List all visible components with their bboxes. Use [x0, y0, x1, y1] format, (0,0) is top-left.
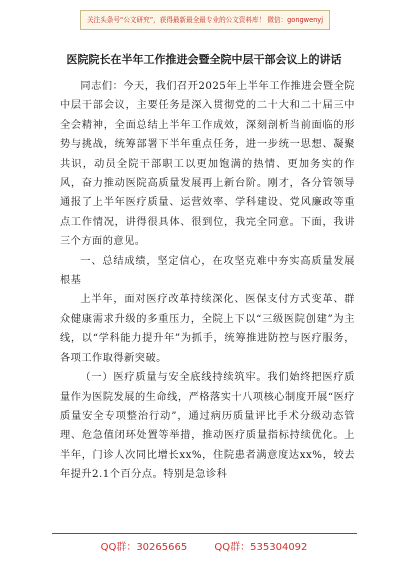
paragraph-opening: 同志们：今天，我们召开2025年上半年工作推进会暨全院中层干部会议，主要任务是深入贯彻党的二十大和二十届三中全会精神，全面总结上半年工作成效，深刻剖析当前面临的形势与挑战，统筹部署下半年重点任务，进一步统一思想、凝聚共识，动员全院干部职工以更加饱满的热情、更加务实的作风，奋力推动医院高质量发展再上新台阶。刚才，各分管领导通报了上半年医疗质量、运营效率、学科建设、党风廉政等重点工作情况，讲得很具体、很到位，我完全同意。下面，我讲三个方面的意见。 [60, 81, 355, 248]
document-title: 医院院长在半年工作推进会暨全院中层干部会议上的讲话 [66, 53, 342, 66]
footer [0, 538, 408, 553]
paragraph-section-heading: 一、总结成绩，坚定信心，在攻坚克难中夯实高质量发展根基 [60, 255, 355, 287]
document-body [60, 77, 355, 485]
footer-qq-group-1: QQ群：30265665 [100, 542, 188, 553]
promo-banner: 关注头条号“公文研究”，获得最新最全最专业的公文资料库！ 微信：gongwenyj [80, 10, 330, 30]
paragraph-summary: 上半年，面对医疗改革持续深化、医保支付方式变革、群众健康需求升级的多重压力，全院上下以“三级医院创建”为主线，以“学科能力提升年”为抓手，统筹推进防控与医疗服务，各项工作取得新突破。 [60, 294, 355, 364]
paragraph-quality: （一）医疗质量与安全底线持续筑牢。我们始终把医疗质量作为医院发展的生命线，严格落实十八项核心制度开展“医疗质量安全专项整治行动”，通过病历质量评比手术分级动态管理、危急值闭环处置等举措，推动医疗质量指标持续优化。上半年，门诊人次同比增长xx%，住院患者满意度达xx%，较去年提升2.1个百分点。特别是急诊科 [60, 372, 355, 481]
footer-divider [52, 533, 357, 534]
footer-qq-group-2: QQ群：535304092 [214, 542, 308, 553]
